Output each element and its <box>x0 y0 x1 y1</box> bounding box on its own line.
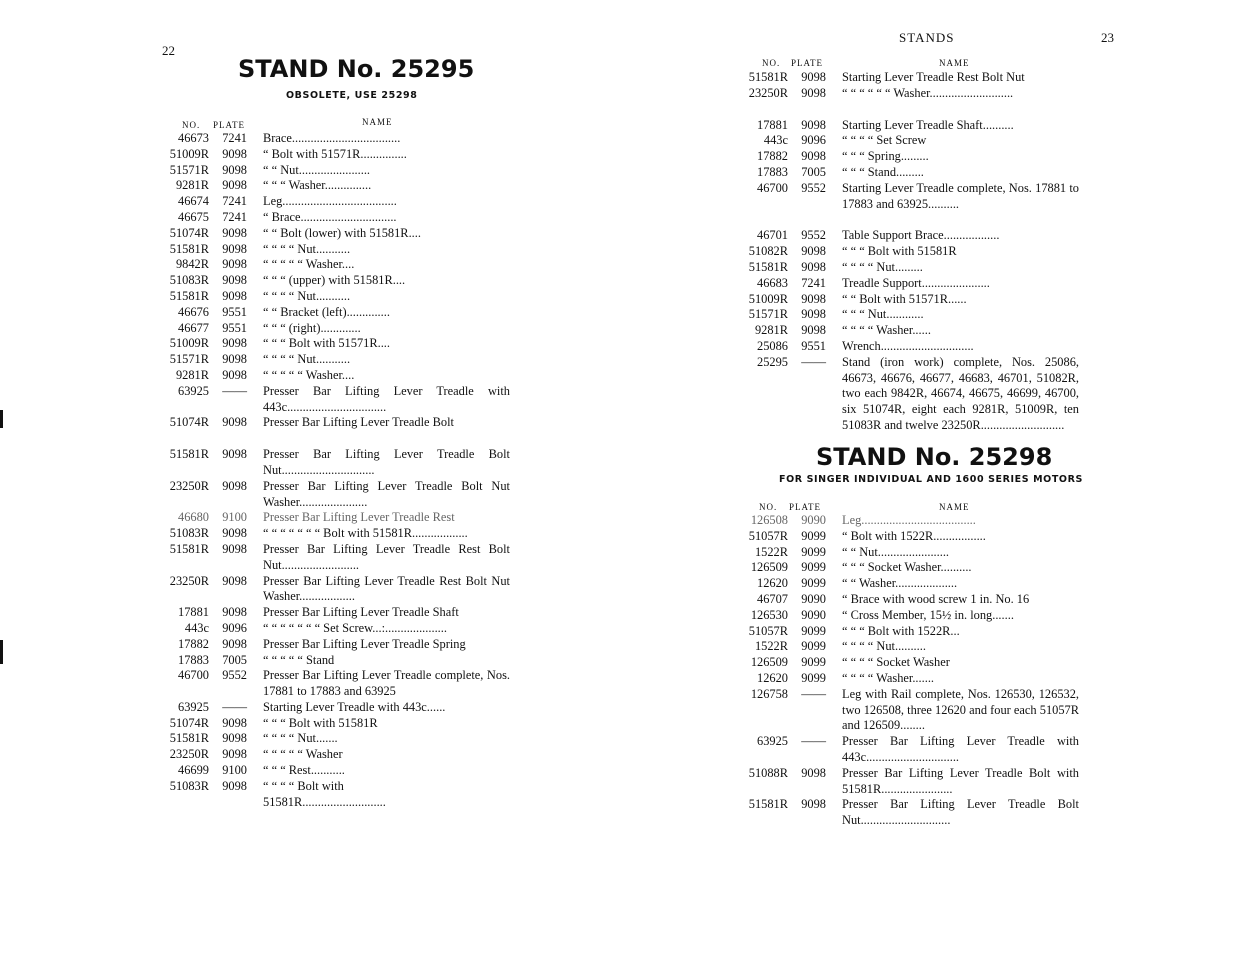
table-row <box>734 165 1079 181</box>
table-row <box>734 592 1079 608</box>
table-row <box>734 545 1079 561</box>
part-number: 46677 <box>178 320 209 335</box>
table-row <box>734 260 1079 276</box>
plate-number: 7005 <box>801 164 826 179</box>
part-name: “ “ “ (upper) with 51581R.... <box>263 273 406 288</box>
plate-number: —— <box>222 699 247 714</box>
plate-number: 9552 <box>801 180 826 195</box>
parts-table <box>734 70 1079 434</box>
page-number: 22 <box>162 43 175 58</box>
plate-number: 9098 <box>801 765 826 780</box>
part-name: Presser Bar Lifting Lever Treadle Rest <box>263 510 455 525</box>
part-name: “ “ “ Bolt with 51571R.... <box>263 336 390 351</box>
part-number: 17881 <box>178 605 209 620</box>
table-row <box>734 639 1079 655</box>
part-name: Starting Lever Treadle with 443c...... <box>263 699 446 714</box>
table-row <box>734 276 1079 292</box>
plate-number: 9099 <box>801 560 826 575</box>
part-name: Table Support Brace.................. <box>842 228 1000 243</box>
part-number: 51009R <box>169 336 209 351</box>
table-row <box>155 305 510 321</box>
column-header-plate: PLATE <box>791 58 823 68</box>
plate-number: 9100 <box>222 510 247 525</box>
part-name: “ “ Bolt (lower) with 51581R.... <box>263 225 421 240</box>
part-number: 51083R <box>169 526 209 541</box>
part-number: 17882 <box>757 149 788 164</box>
table-row <box>734 624 1079 640</box>
table-row <box>734 244 1079 260</box>
plate-number: 9551 <box>222 320 247 335</box>
table-row <box>734 118 1079 134</box>
plate-number: 9096 <box>801 133 826 148</box>
row-spacer <box>155 431 510 447</box>
table-row <box>734 766 1079 798</box>
table-row <box>155 147 510 163</box>
plate-number: 9099 <box>801 544 826 559</box>
plate-number: 9099 <box>801 670 826 685</box>
table-row <box>734 323 1079 339</box>
table-row <box>155 668 510 700</box>
plate-number: 9098 <box>801 259 826 274</box>
part-number: 51581R <box>169 731 209 746</box>
plate-number: 9098 <box>222 336 247 351</box>
part-number: 23250R <box>169 573 209 588</box>
part-name: 51581R........................... <box>263 794 386 809</box>
row-spacer <box>734 212 1079 228</box>
part-number: 25086 <box>757 338 788 353</box>
part-number: 23250R <box>169 478 209 493</box>
part-number: 46675 <box>178 209 209 224</box>
stand-subtitle: OBSOLETE, USE 25298 <box>286 90 418 101</box>
part-number: 46701 <box>757 228 788 243</box>
part-name: “ Brace............................... <box>263 209 397 224</box>
part-name: “ “ “ “ Washer....... <box>842 670 935 685</box>
plate-number: 9099 <box>801 623 826 638</box>
table-row <box>734 687 1079 734</box>
part-number: 51571R <box>748 307 788 322</box>
part-name: Presser Bar Lifting Lever Treadle Spring <box>263 636 466 651</box>
plate-number: 9552 <box>801 228 826 243</box>
part-name: “ “ “ “ “ “ “ Bolt with 51581R.................. <box>263 526 468 541</box>
table-row <box>155 542 510 574</box>
table-row <box>734 70 1079 86</box>
part-name: Starting Lever Treadle Shaft.......... <box>842 117 1014 132</box>
plate-number: 7241 <box>801 275 826 290</box>
stand-title: STAND No. 25298 <box>816 443 1053 471</box>
part-number: 23250R <box>748 85 788 100</box>
table-row <box>155 163 510 179</box>
part-name: “ “ “ Rest........... <box>263 763 345 778</box>
plate-number: 9098 <box>222 146 247 161</box>
part-name: “ “ “ “ “ “ “ Set Screw...:.................... <box>263 620 447 635</box>
part-name: Presser Bar Lifting Lever Treadle Bolt Nut............................. <box>842 797 1079 828</box>
part-number: 51581R <box>748 259 788 274</box>
part-number: 46673 <box>178 131 209 145</box>
part-name: “ “ “ “ “ Washer <box>263 747 343 762</box>
plate-number: 9096 <box>222 620 247 635</box>
plate-number: 9090 <box>801 591 826 606</box>
part-number: 51571R <box>169 162 209 177</box>
plate-number: 9098 <box>801 117 826 132</box>
plate-number: 9098 <box>222 225 247 240</box>
column-header-name: NAME <box>362 117 393 127</box>
part-number: 126508 <box>750 513 788 527</box>
part-name: Presser Bar Lifting Lever Treadle Bolt <box>263 415 454 430</box>
table-row <box>734 86 1079 102</box>
plate-number: 9098 <box>801 291 826 306</box>
plate-number: 9098 <box>222 541 247 556</box>
plate-number: 9098 <box>801 149 826 164</box>
table-row <box>155 747 510 763</box>
part-name: “ “ Nut....................... <box>842 544 950 559</box>
part-name: “ “ “ Spring......... <box>842 149 929 164</box>
table-row <box>155 289 510 305</box>
right-page <box>619 0 1238 954</box>
part-number: 51581R <box>169 288 209 303</box>
table-row <box>155 447 510 479</box>
part-name: “ “ “ “ Nut........... <box>263 352 351 367</box>
part-name: “ “ Bracket (left).............. <box>263 304 390 319</box>
plate-number: 9551 <box>801 338 826 353</box>
page-number: 23 <box>1101 30 1114 45</box>
stand-subtitle: FOR SINGER INDIVIDUAL AND 1600 SERIES MOTORS <box>779 474 1083 485</box>
table-row <box>734 529 1079 545</box>
column-header-plate: PLATE <box>213 120 245 130</box>
parts-table <box>734 513 1079 829</box>
table-row <box>155 131 510 147</box>
table-row <box>155 795 510 811</box>
table-row <box>155 621 510 637</box>
part-number: 17882 <box>178 636 209 651</box>
part-number: 126509 <box>750 560 788 575</box>
part-number: 25295 <box>757 354 788 369</box>
table-row <box>734 355 1079 434</box>
table-row <box>734 671 1079 687</box>
table-row <box>155 242 510 258</box>
part-number: 12620 <box>757 670 788 685</box>
table-row <box>155 352 510 368</box>
part-name: “ “ “ “ Washer...... <box>842 323 931 338</box>
part-number: 17883 <box>757 164 788 179</box>
part-name: Presser Bar Lifting Lever Treadle Rest Bolt Nut Washer.................. <box>263 573 510 604</box>
part-name: Presser Bar Lifting Lever Treadle Rest Bolt Nut......................... <box>263 541 510 572</box>
table-row <box>155 574 510 606</box>
part-name: “ “ “ “ Bolt with <box>263 778 344 793</box>
plate-number: 9098 <box>222 526 247 541</box>
part-number: 23250R <box>169 747 209 762</box>
part-name: “ “ “ Socket Washer.......... <box>842 560 972 575</box>
plate-number: —— <box>801 354 826 369</box>
plate-number: 7241 <box>222 131 247 145</box>
plate-number: 7005 <box>222 652 247 667</box>
parts-table <box>155 131 510 810</box>
part-name: “ “ “ Bolt with 51581R <box>263 715 378 730</box>
part-name: “ Bolt with 1522R................. <box>842 528 986 543</box>
plate-number: 7241 <box>222 209 247 224</box>
table-row <box>734 339 1079 355</box>
plate-number: 9098 <box>222 415 247 430</box>
table-row <box>155 336 510 352</box>
part-name: “ Brace with wood screw 1 in. No. 16 <box>842 591 1030 606</box>
part-name: Starting Lever Treadle complete, Nos. 17881 to 17883 and 63925.......... <box>842 180 1079 211</box>
plate-number: 9098 <box>222 162 247 177</box>
part-name: “ “ “ “ “ Washer.... <box>263 367 355 382</box>
plate-number: 9098 <box>222 273 247 288</box>
part-number: 1522R <box>754 639 788 654</box>
part-number: 46700 <box>178 668 209 683</box>
plate-number: 9098 <box>222 178 247 193</box>
table-row <box>155 273 510 289</box>
plate-number: 9098 <box>222 731 247 746</box>
table-row <box>155 226 510 242</box>
table-row <box>734 576 1079 592</box>
table-row <box>734 149 1079 165</box>
plate-number: 9098 <box>222 747 247 762</box>
table-row <box>734 133 1079 149</box>
part-number: 46707 <box>757 591 788 606</box>
part-name: Leg..................................... <box>842 513 976 527</box>
part-name: “ “ Bolt with 51571R...... <box>842 291 967 306</box>
part-name: Wrench.............................. <box>842 338 974 353</box>
column-header-no: NO. <box>759 502 778 512</box>
part-number: 63925 <box>178 383 209 398</box>
plate-number: —— <box>222 383 247 398</box>
part-name: “ “ “ “ “ “ Washer........................... <box>842 85 1014 100</box>
part-number: 12620 <box>757 576 788 591</box>
plate-number: 9551 <box>222 304 247 319</box>
plate-number: 9098 <box>222 367 247 382</box>
part-number: 63925 <box>178 699 209 714</box>
table-row <box>155 605 510 621</box>
part-number: 51057R <box>748 623 788 638</box>
part-number: 126530 <box>750 607 788 622</box>
plate-number: 9098 <box>222 573 247 588</box>
part-number: 51082R <box>748 244 788 259</box>
part-name: “ “ “ “ Nut....... <box>263 731 338 746</box>
plate-number: —— <box>801 686 826 701</box>
part-name: Starting Lever Treadle Rest Bolt Nut <box>842 70 1025 84</box>
part-number: 443c <box>184 620 209 635</box>
part-number: 46676 <box>178 304 209 319</box>
plate-number: 9090 <box>801 513 826 527</box>
part-number: 46674 <box>178 194 209 209</box>
column-header-no: NO. <box>762 58 781 68</box>
part-name: “ “ “ (right)............. <box>263 320 361 335</box>
plate-number: 9098 <box>222 257 247 272</box>
part-number: 63925 <box>757 734 788 749</box>
plate-number: 9098 <box>222 715 247 730</box>
plate-number: 9552 <box>222 668 247 683</box>
plate-number: 9100 <box>222 763 247 778</box>
stand-title: STAND No. 25295 <box>238 55 475 83</box>
table-row <box>734 560 1079 576</box>
table-row <box>155 526 510 542</box>
table-row <box>734 608 1079 624</box>
table-row <box>734 181 1079 213</box>
part-name: “ “ “ Washer............... <box>263 178 372 193</box>
table-row <box>734 797 1079 829</box>
plate-number: 9098 <box>222 778 247 793</box>
part-name: “ “ “ Stand......... <box>842 164 924 179</box>
part-number: 126758 <box>750 686 788 701</box>
part-number: 46683 <box>757 275 788 290</box>
table-row <box>155 637 510 653</box>
row-spacer <box>734 102 1079 118</box>
table-row <box>155 384 510 416</box>
table-row <box>734 307 1079 323</box>
table-row <box>155 368 510 384</box>
table-row <box>155 210 510 226</box>
table-row <box>155 257 510 273</box>
part-number: 9281R <box>175 178 209 193</box>
plate-number: —— <box>801 734 826 749</box>
part-name: Presser Bar Lifting Lever Treadle complete, Nos. 17881 to 17883 and 63925 <box>263 668 510 699</box>
part-number: 9281R <box>175 367 209 382</box>
part-number: 9281R <box>754 323 788 338</box>
plate-number: 9098 <box>222 605 247 620</box>
part-name: Presser Bar Lifting Lever Treadle Shaft <box>263 605 459 620</box>
plate-number: 9098 <box>801 244 826 259</box>
plate-number: 9098 <box>801 85 826 100</box>
column-header-name: NAME <box>939 502 970 512</box>
part-number: 51057R <box>748 528 788 543</box>
part-number: 51074R <box>169 715 209 730</box>
part-number: 51009R <box>748 291 788 306</box>
part-name: Treadle Support...................... <box>842 275 990 290</box>
plate-number: 9098 <box>801 797 826 812</box>
plate-number: 9090 <box>801 607 826 622</box>
plate-number: 9098 <box>222 352 247 367</box>
part-number: 51581R <box>748 70 788 84</box>
part-number: 46680 <box>178 510 209 525</box>
table-row <box>734 734 1079 766</box>
part-name: Leg..................................... <box>263 194 397 209</box>
column-header-plate: PLATE <box>789 502 821 512</box>
plate-number: 9098 <box>222 241 247 256</box>
part-number: 126509 <box>750 655 788 670</box>
part-number: 51581R <box>748 797 788 812</box>
part-name: Presser Bar Lifting Lever Treadle with 443c.............................. <box>842 734 1079 764</box>
part-name: “ “ “ “ Socket Washer <box>842 655 950 670</box>
part-name: “ “ “ “ “ Washer.... <box>263 257 355 272</box>
plate-number: 9098 <box>801 307 826 322</box>
part-name: Presser Bar Lifting Lever Treadle with 443c................................ <box>263 383 510 414</box>
plate-number: 9099 <box>801 655 826 670</box>
part-name: “ “ “ “ Nut........... <box>263 288 351 303</box>
part-number: 51074R <box>169 415 209 430</box>
table-row <box>155 194 510 210</box>
column-header-name: NAME <box>939 58 970 68</box>
part-number: 51581R <box>169 447 209 462</box>
part-name: “ Bolt with 51571R............... <box>263 146 407 161</box>
part-number: 51074R <box>169 225 209 240</box>
table-row <box>155 178 510 194</box>
table-row <box>155 321 510 337</box>
table-row <box>155 763 510 779</box>
plate-number: 9098 <box>222 478 247 493</box>
table-row <box>155 716 510 732</box>
part-number: 51581R <box>169 541 209 556</box>
part-number: 9842R <box>175 257 209 272</box>
table-row <box>155 479 510 511</box>
part-number: 46700 <box>757 180 788 195</box>
part-name: Presser Bar Lifting Lever Treadle Bolt with 51581R....................... <box>842 765 1079 796</box>
part-name: “ Cross Member, 15½ in. long....... <box>842 607 1014 622</box>
part-name: Stand (iron work) complete, Nos. 25086, 46673, 46676, 46677, 46683, 46701, 51082R, two each 9842R, 46674, 46675, 46699, 46700, six 51074R, eight each 9281R, 51009R, ten 51083R and twelve 23250R........................... <box>842 354 1079 432</box>
plate-number: 7241 <box>222 194 247 209</box>
table-row <box>155 510 510 526</box>
plate-number: 9098 <box>801 323 826 338</box>
part-number: 46699 <box>178 763 209 778</box>
part-name: “ “ “ Bolt with 51581R <box>842 244 957 259</box>
table-row <box>155 415 510 431</box>
part-name: Brace................................... <box>263 131 401 145</box>
plate-number: 9098 <box>222 288 247 303</box>
part-name: “ “ “ “ Set Screw <box>842 133 927 148</box>
part-number: 51083R <box>169 273 209 288</box>
table-row <box>155 779 510 795</box>
table-row <box>155 653 510 669</box>
part-name: “ “ “ “ Nut.......... <box>842 639 926 654</box>
table-row <box>734 228 1079 244</box>
part-name: “ “ “ “ Nut........... <box>263 241 351 256</box>
part-name: Presser Bar Lifting Lever Treadle Bolt Nut Washer...................... <box>263 478 510 509</box>
running-head: STANDS <box>899 30 955 45</box>
column-header-no: NO. <box>182 120 201 130</box>
plate-number: 9098 <box>222 447 247 462</box>
part-number: 443c <box>763 133 788 148</box>
part-number: 51571R <box>169 352 209 367</box>
part-name: “ “ Washer.................... <box>842 576 958 591</box>
part-number: 51581R <box>169 241 209 256</box>
plate-number: 9099 <box>801 528 826 543</box>
table-row <box>734 292 1079 308</box>
part-name: “ “ “ Bolt with 1522R... <box>842 623 960 638</box>
part-name: “ “ “ “ “ Stand <box>263 652 335 667</box>
plate-number: 9099 <box>801 639 826 654</box>
part-name: Presser Bar Lifting Lever Treadle Bolt Nut.............................. <box>263 447 510 477</box>
plate-number: 9098 <box>222 636 247 651</box>
part-name: “ “ Nut....................... <box>263 162 371 177</box>
part-name: “ “ “ Nut............ <box>842 307 924 322</box>
part-name: “ “ “ “ Nut......... <box>842 259 923 274</box>
plate-number: 9099 <box>801 576 826 591</box>
table-row <box>734 513 1079 529</box>
part-number: 1522R <box>754 544 788 559</box>
part-number: 17881 <box>757 117 788 132</box>
part-number: 17883 <box>178 652 209 667</box>
plate-number: 9098 <box>801 70 826 84</box>
table-row <box>734 655 1079 671</box>
part-number: 51009R <box>169 146 209 161</box>
part-number: 51088R <box>748 765 788 780</box>
part-number: 51083R <box>169 778 209 793</box>
table-row <box>155 731 510 747</box>
table-row <box>155 700 510 716</box>
part-name: Leg with Rail complete, Nos. 126530, 126532, two 126508, three 12620 and four each 51057R and 126509........ <box>842 686 1079 733</box>
